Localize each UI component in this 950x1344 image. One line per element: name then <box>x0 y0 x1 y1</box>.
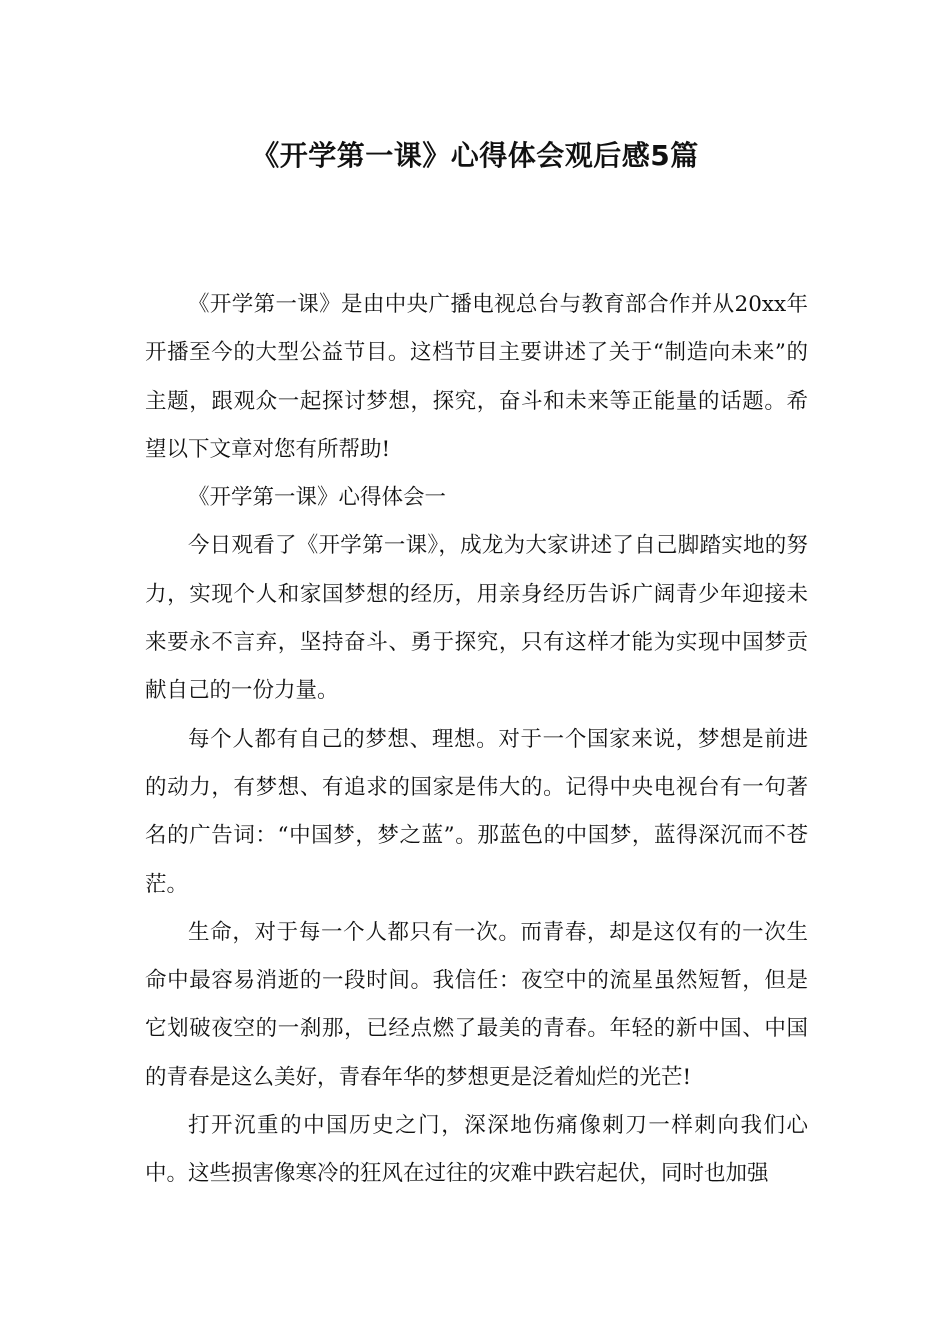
body-paragraph: 每个人都有自己的梦想、理想。对于一个国家来说，梦想是前进的动力，有梦想、有追求的国家是伟大的。记得中央电视台有一句著名的广告词：“中国梦，梦之蓝”。那蓝色的中国梦，蓝得深沉而不苍茫。 <box>145 726 808 897</box>
document-title: 《开学第一课》心得体会观后感5篇 <box>251 139 699 172</box>
body-paragraph: 今日观看了《开学第一课》，成龙为大家讲述了自己脚踏实地的努力，实现个人和家国梦想的经历，用亲身经历告诉广阔青少年迎接未来要永不言弃，坚持奋斗、勇于探究，只有这样才能为实现中国梦贡献自己的一份力量。 <box>145 533 808 704</box>
body-paragraph: 打开沉重的中国历史之门，深深地伤痛像刺刀一样刺向我们心中。这些损害像寒冷的狂风在过往的灾难中跌宕起伏，同时也加强 <box>145 1113 808 1187</box>
section-heading: 《开学第一课》心得体会一 <box>188 485 447 511</box>
body-paragraph: 生命，对于每一个人都只有一次。而青春，却是这仅有的一次生命中最容易消逝的一段时间。我信任：夜空中的流星虽然短暂，但是它划破夜空的一刹那，已经点燃了最美的青春。年轻的新中国、中国的青春是这么美好，青春年华的梦想更是泛着灿烂的光芒! <box>145 919 808 1090</box>
document-body <box>145 281 808 1199</box>
intro-paragraph: 《开学第一课》是由中央广播电视总台与教育部合作并从20xx年开播至今的大型公益节目。这档节目主要讲述了关于“制造向未来”的主题，跟观众一起探讨梦想，探究，奋斗和未来等正能量的话题。希望以下文章对您有所帮助! <box>145 292 808 462</box>
